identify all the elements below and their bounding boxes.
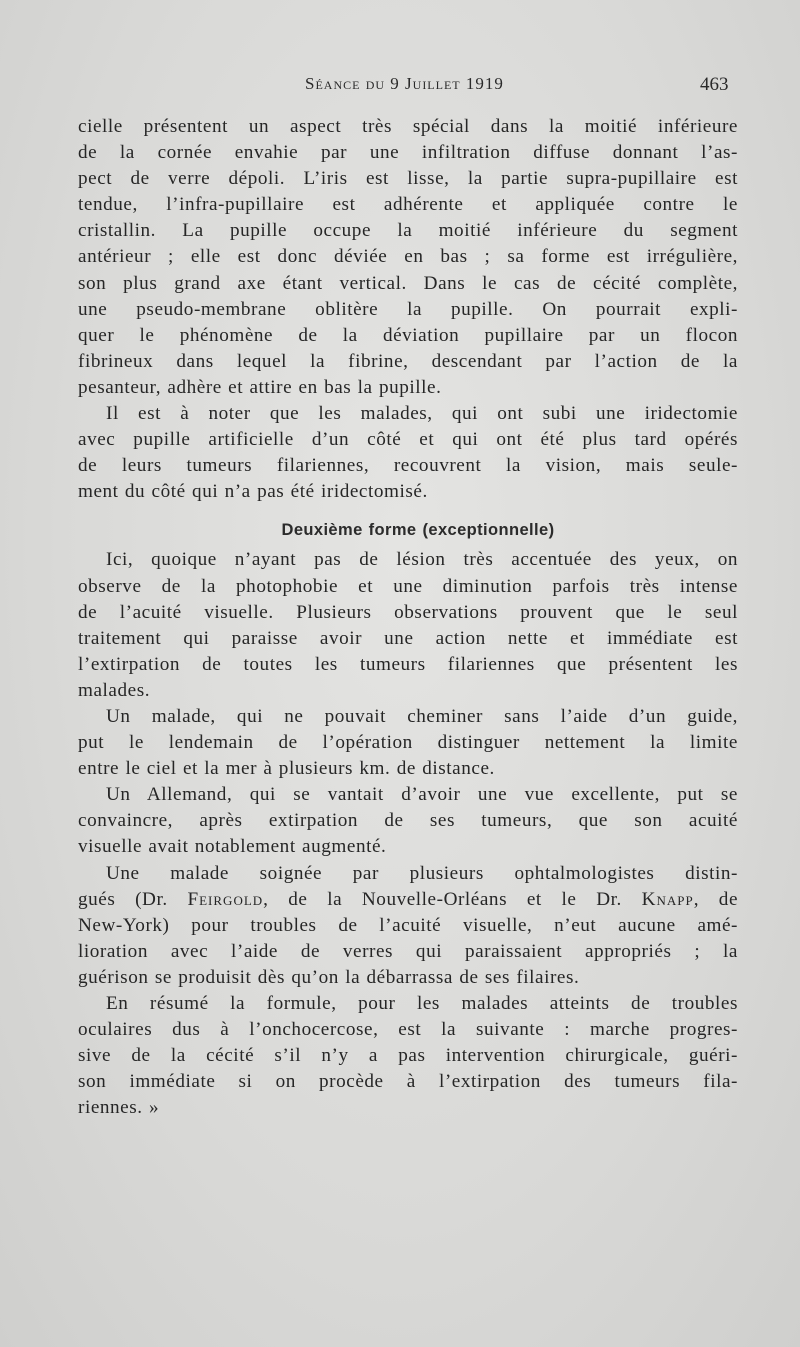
text-line: put le lendemain de l’opération distinguer nettement la limite	[78, 732, 738, 754]
paragraph-3	[78, 547, 738, 704]
running-head: Séance du 9 Juillet 1919	[305, 74, 504, 93]
author-name-knapp: Knapp	[641, 888, 694, 910]
text-line: de la cornée envahie par une infiltration diffuse donnant l’as-	[78, 142, 738, 164]
text-line: En résumé la formule, pour les malades atteints de troubles	[106, 993, 738, 1014]
text-line: avec pupille artificielle d’un côté et qui ont été plus tard opérés	[78, 429, 738, 451]
text-line: Une malade soignée par plusieurs ophtalmologistes distin-	[106, 862, 738, 884]
section-heading: Deuxième forme (exceptionnelle)	[281, 521, 555, 540]
paragraph-2	[78, 401, 738, 505]
text-line: Il est à noter que les malades, qui ont subi une iridectomie	[106, 403, 738, 425]
text-line: antérieur ; elle est donc déviée en bas ; sa forme est irrégulière,	[78, 246, 738, 268]
author-name-feirgold: Feirgold	[187, 888, 264, 910]
text-line: son immédiate si on procède à l’extirpation des tumeurs fila-	[78, 1071, 738, 1093]
text-line: lioration avec l’aide de verres qui paraissaient appropriés ; la	[78, 940, 738, 962]
text-line: observe de la photophobie et une diminution parfois très intense	[78, 575, 738, 597]
text-line: pesanteur, adhère et attire en bas la pupille.	[78, 376, 442, 398]
paragraph-4	[78, 704, 738, 782]
text-fragment: , de la Nouvelle-Orléans et le Dr.	[263, 888, 642, 910]
text-line: riennes. »	[78, 1097, 160, 1119]
body-text	[78, 114, 738, 1121]
paragraph-5	[78, 782, 738, 860]
text-line: une pseudo-membrane oblitère la pupille. On pourrait expli-	[78, 298, 738, 320]
paragraph-7	[78, 991, 738, 1121]
text-line: Un Allemand, qui se vantait d’avoir une vue excellente, put se	[106, 784, 738, 806]
page-header	[0, 72, 800, 102]
text-line: guérison se produisit dès qu’on la débarrassa de ses filaires.	[78, 966, 580, 988]
text-line: New-York) pour troubles de l’acuité visuelle, n’eut aucune amé-	[78, 914, 738, 936]
text-line: quer le phénomène de la déviation pupillaire par un flocon	[78, 324, 738, 346]
text-line: cielle présentent un aspect très spécial dans la moitié inférieure	[78, 116, 738, 137]
text-line: de l’acuité visuelle. Plusieurs observations prouvent que le seul	[78, 601, 738, 623]
text-line: ment du côté qui n’a pas été iridectomisé.	[78, 481, 428, 503]
text-line: de leurs tumeurs filariennes, recouvrent la vision, mais seule-	[78, 455, 738, 477]
text-line: Ici, quoique n’ayant pas de lésion très accentuée des yeux, on	[106, 549, 738, 571]
text-line: entre le ciel et la mer à plusieurs km. de distance.	[78, 758, 495, 780]
text-line: traitement qui paraisse avoir une action nette et immédiate est	[78, 627, 738, 649]
paragraph-1	[78, 114, 738, 401]
page-number: 463	[700, 74, 729, 95]
text-line: tendue, l’infra-pupillaire est adhérente et appliquée contre le	[78, 194, 738, 216]
text-line: malades.	[78, 679, 151, 701]
text-line: convaincre, après extirpation de ses tumeurs, que son acuité	[78, 810, 738, 832]
text-fragment: gués (Dr.	[78, 888, 188, 910]
text-line: cristallin. La pupille occupe la moitié inférieure du segment	[78, 220, 738, 242]
text-line: l’extirpation de toutes les tumeurs filariennes que présentent les	[78, 653, 738, 675]
text-line: son plus grand axe étant vertical. Dans le cas de cécité complète,	[78, 272, 738, 294]
text-line: oculaires dus à l’onchocercose, est la suivante : marche progres-	[78, 1019, 738, 1041]
text-line: sive de la cécité s’il n’y a pas intervention chirurgicale, guéri-	[78, 1045, 738, 1067]
text-fragment: , de	[693, 888, 738, 910]
text-line: fibrineux dans lequel la fibrine, descendant par l’action de la	[78, 350, 738, 372]
text-line: pect de verre dépoli. L’iris est lisse, la partie supra-pupillaire est	[78, 168, 738, 190]
text-line	[78, 887, 738, 913]
text-line: visuelle avait notablement augmenté.	[78, 836, 387, 858]
paragraph-6	[78, 861, 738, 991]
text-line: Un malade, qui ne pouvait cheminer sans l’aide d’un guide,	[106, 705, 738, 727]
